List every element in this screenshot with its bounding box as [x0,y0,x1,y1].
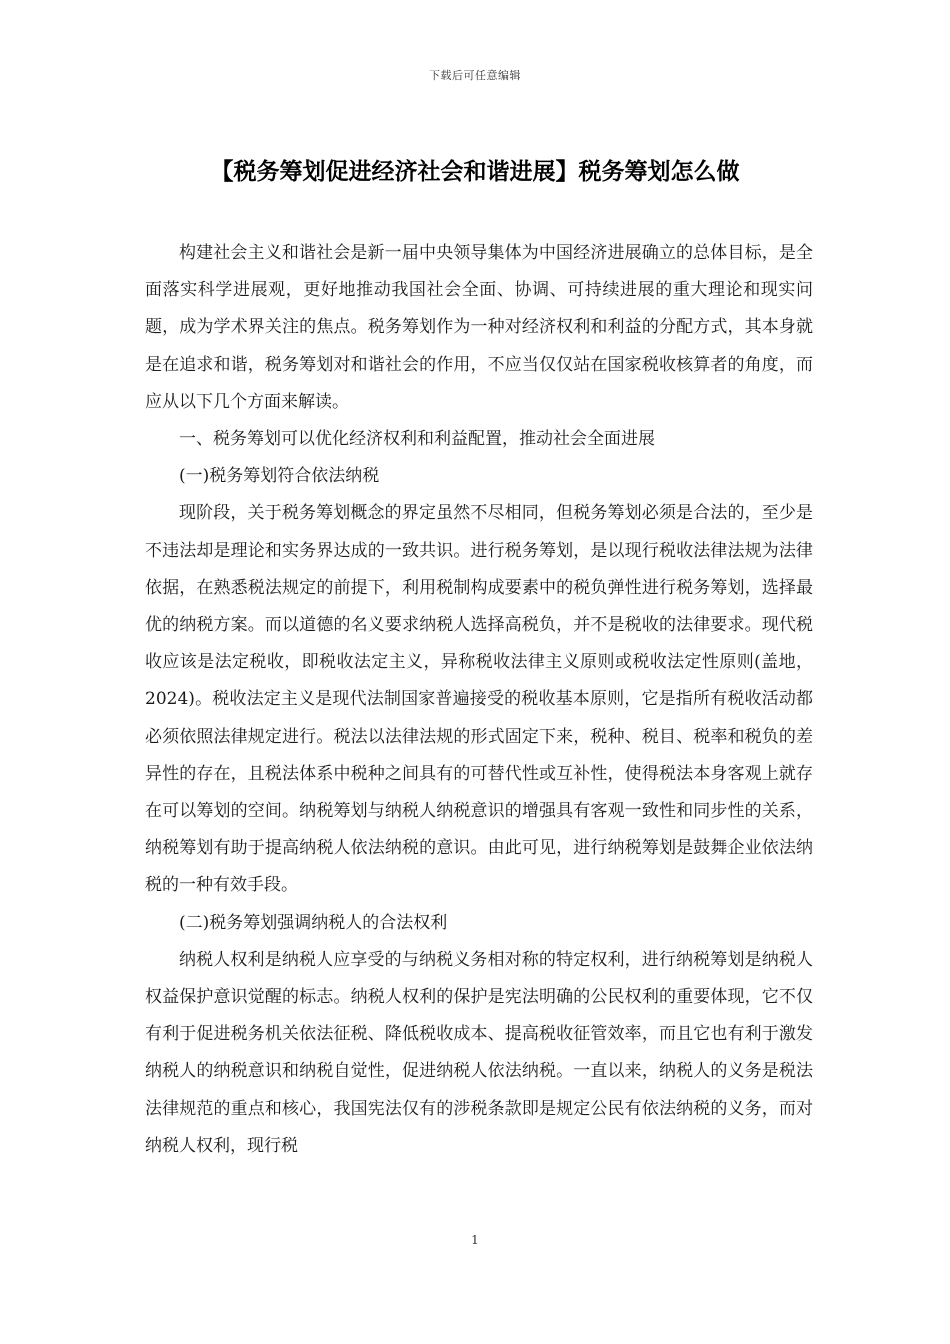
document-title: 【税务筹划促进经济社会和谐进展】税务筹划怎么做 [210,159,740,185]
section-heading-1: 一、税务筹划可以优化经济权利和利益配置，推动社会全面进展 [179,429,655,450]
paragraph-lawful-tax: 现阶段，关于税务筹划概念的界定虽然不尽相同，但税务筹划必须是合法的，至少是不违法却是理论和实务界达成的一致共识。进行税务筹划，是以现行税收法律法规为法律依据，在熟悉税法规定的前提下，利用税制构成要素中的税负弹性进行税务筹划，选择最优的纳税方案。而以道德的名义要求纳税人选择高税负，并不是税收的法律要求。现代税收应该是法定税收，即税收法定主义，异称税收法律主义原则或税收法定性原则(盖地，2024)。税收法定主义是现代法制国家普遍接受的税收基本原则，它是指所有税收活动都必须依照法律规定进行。税法以法律法规的形式固定下来，税种、税目、税率和税负的差异性的存在，且税法体系中税种之间具有的可替代性或互补性，使得税法本身客观上就存在可以筹划的空间。纳税筹划与纳税人纳税意识的增强具有客观一致性和同步性的关系，纳税筹划有助于提高纳税人依法纳税的意识。由此可见，进行纳税筹划是鼓舞企业依法纳税的一种有效手段。 [145,503,813,896]
subsection-heading-1: (一)税务筹划符合依法纳税 [179,466,380,487]
subsection-heading-2: (二)税务筹划强调纳税人的合法权利 [179,912,448,933]
document-body [145,235,813,1165]
paragraph-taxpayer-rights: 纳税人权利是纳税人应享受的与纳税义务相对称的特定权利，进行纳税筹划是纳税人权益保护意识觉醒的标志。纳税人权利的保护是宪法明确的公民权利的重要体现，它不仅有利于促进税务机关依法征税、降低税收成本、提高税收征管效率，而且它也有利于激发纳税人的纳税意识和纳税自觉性，促进纳税人依法纳税。一直以来，纳税人的义务是税法法律规范的重点和核心，我国宪法仅有的涉税条款即是规定公民有依法纳税的义务，而对纳税人权利，现行税 [145,949,813,1156]
page-number: 1 [471,1233,479,1247]
paragraph-intro: 构建社会主义和谐社会是新一届中央领导集体为中国经济进展确立的总体目标，是全面落实科学进展观，更好地推动我国社会全面、协调、可持续进展的重大理论和现实问题，成为学术界关注的焦点。税务筹划作为一种对经济权利和利益的分配方式，其本身就是在追求和谐，税务筹划对和谐社会的作用，不应当仅仅站在国家税收核算者的角度，而应从以下几个方面来解读。 [145,243,813,412]
header-note: 下载后可任意编辑 [429,69,521,82]
